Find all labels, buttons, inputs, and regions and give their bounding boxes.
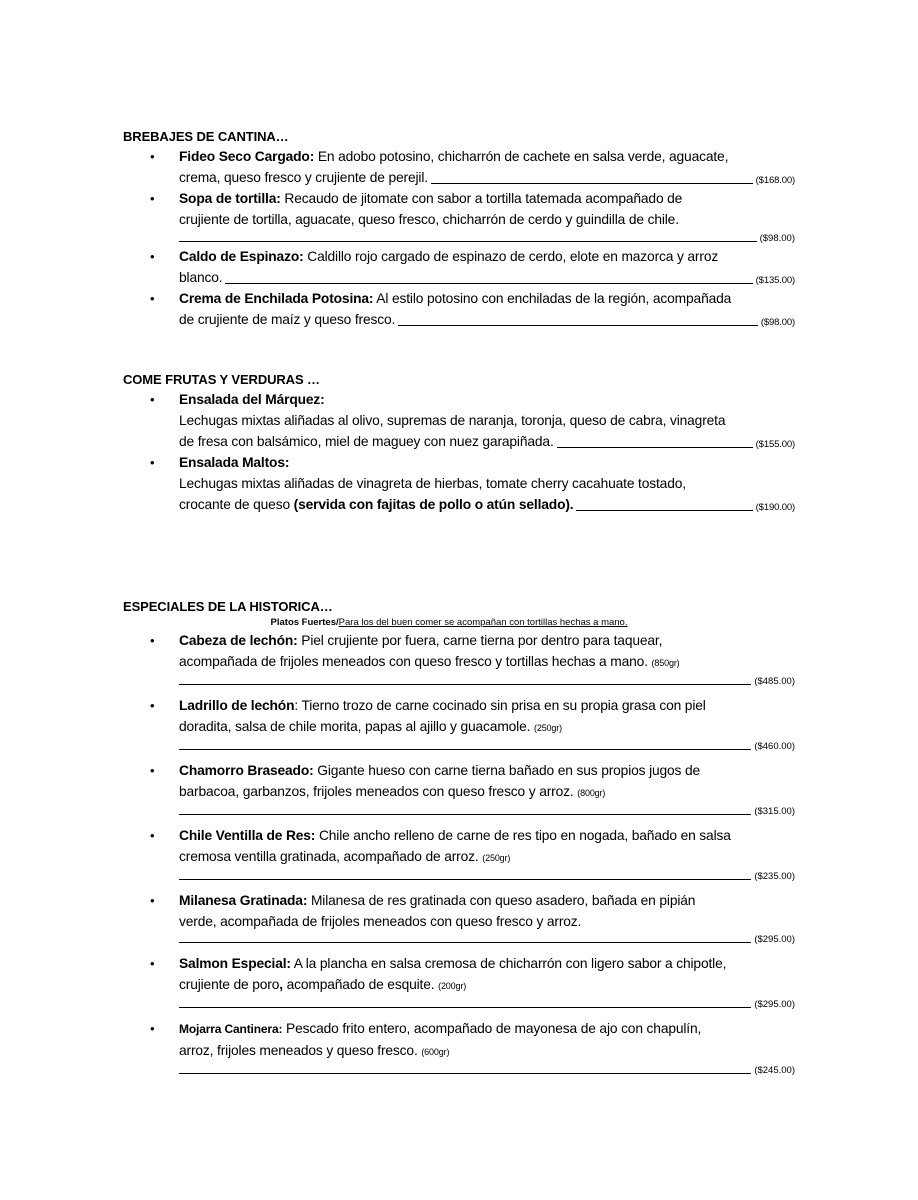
list-item (123, 890, 795, 947)
bullet-icon: • (150, 1021, 155, 1036)
item-description-cont: crujiente de poro (179, 977, 280, 992)
item-name: Ladrillo de lechón (179, 698, 295, 713)
bullet-icon: • (150, 249, 155, 264)
section-heading: COME FRUTAS Y VERDURAS … (123, 372, 320, 387)
item-description: Al estilo potosino con enchiladas de la región, acompañada (376, 291, 732, 306)
list-item (123, 452, 795, 515)
item-name: Cabeza de lechón: (179, 633, 298, 648)
item-description: Caldillo rojo cargado de espinazo de cerdo, elote en mazorca y arroz (307, 249, 719, 264)
leader-line (179, 749, 751, 750)
list-item (123, 1018, 795, 1078)
list-item (123, 953, 795, 1012)
bullet-icon: • (150, 893, 155, 908)
item-price: ($460.00) (754, 741, 795, 752)
item-price: ($98.00) (760, 317, 795, 328)
item-name: Mojarra Cantinera: (179, 1022, 283, 1036)
item-description: Lechugas mixtas aliñadas al olivo, supremas de naranja, toronja, queso de cabra, vinagreta (179, 413, 726, 428)
item-description-end: acompañado de esquite. (282, 977, 435, 992)
item-price: ($485.00) (754, 676, 795, 687)
list-item (123, 188, 795, 246)
item-price: ($98.00) (759, 233, 795, 244)
subheading-label: Platos Fuertes/ (270, 617, 339, 628)
item-weight: (250gr) (534, 723, 562, 733)
leader-line (431, 183, 753, 184)
item-comma: , (279, 977, 283, 992)
section-especiales (123, 598, 795, 1078)
list-item (123, 630, 795, 689)
item-price: ($168.00) (755, 175, 795, 186)
item-name: Salmon Especial: (179, 956, 291, 971)
list-item (123, 825, 795, 884)
item-description: Milanesa de res gratinada con queso asadero, bañada en pipián (310, 893, 696, 908)
item-weight: (600gr) (421, 1047, 450, 1057)
item-weight: (200gr) (438, 981, 467, 991)
item-name: Sopa de tortilla: (179, 191, 281, 206)
leader-line (179, 684, 751, 685)
list-item (123, 389, 795, 452)
list-item (123, 288, 795, 330)
section-subheading (103, 616, 795, 630)
item-description: Gigante hueso con carne tierna bañado en sus propios jugos de (317, 763, 701, 778)
leader-line (225, 283, 752, 284)
item-price: ($245.00) (754, 1065, 795, 1076)
item-description: Chile ancho relleno de carne de res tipo en nogada, bañado en salsa (318, 828, 731, 843)
item-price: ($190.00) (755, 502, 795, 513)
bullet-icon: • (150, 956, 155, 971)
section-heading: BREBAJES DE CANTINA… (123, 129, 289, 144)
leader-line (557, 447, 753, 448)
item-price: ($135.00) (755, 275, 795, 286)
item-description-cont: arroz, frijoles meneados y queso fresco. (179, 1043, 418, 1058)
leader-line (179, 814, 751, 815)
bullet-icon: • (150, 392, 155, 407)
item-description: A la plancha en salsa cremosa de chicharrón con ligero sabor a chipotle, (293, 956, 727, 971)
item-price: ($295.00) (754, 999, 795, 1010)
item-name: Ensalada del Márquez: (179, 392, 325, 407)
item-description-cont: crema, queso fresco y crujiente de perejil. (179, 170, 428, 185)
bullet-icon: • (150, 698, 155, 713)
item-description: Lechugas mixtas aliñadas de vinagreta de hierbas, tomate cherry cacahuate tostado, (179, 476, 686, 491)
item-name: Crema de Enchilada Potosina: (179, 291, 374, 306)
item-description: En adobo potosino, chicharrón de cachete en salsa verde, aguacate, (317, 149, 729, 164)
item-description-cont: acompañada de frijoles meneados con queso fresco y tortillas hechas a mano. (179, 654, 648, 669)
item-description: : Tierno trozo de carne cocinado sin prisa en su propia grasa con piel (294, 698, 706, 713)
item-weight: (800gr) (577, 788, 606, 798)
bullet-icon: • (150, 828, 155, 843)
leader-line (179, 1073, 751, 1074)
item-description-cont: doradita, salsa de chile morita, papas al ajillo y guacamole. (179, 719, 531, 734)
section-heading: ESPECIALES DE LA HISTORICA… (123, 599, 333, 614)
list-item (123, 246, 795, 288)
item-name: Fideo Seco Cargado: (179, 149, 315, 164)
item-description-cont: barbacoa, garbanzos, frijoles meneados con queso fresco y arroz. (179, 784, 574, 799)
item-price: ($155.00) (755, 439, 795, 450)
item-description-cont: crujiente de tortilla, aguacate, queso fresco, chicharrón de cerdo y guindilla de chile. (179, 212, 679, 227)
item-weight: (250gr) (482, 853, 511, 863)
list-item (123, 146, 795, 188)
list-item (123, 695, 795, 754)
item-list (123, 630, 795, 1078)
bullet-icon: • (150, 149, 155, 164)
section-frutas-verduras (123, 371, 795, 515)
leader-line (179, 942, 751, 943)
leader-line (179, 1007, 751, 1008)
item-name: Caldo de Espinazo: (179, 249, 304, 264)
item-name: Ensalada Maltos: (179, 455, 290, 470)
item-description-cont: verde, acompañada de frijoles meneados con queso fresco y arroz. (179, 914, 582, 929)
leader-line (576, 510, 752, 511)
bullet-icon: • (150, 291, 155, 306)
item-price: ($295.00) (754, 934, 795, 945)
bullet-icon: • (150, 455, 155, 470)
item-description-cont: de fresa con balsámico, miel de maguey con nuez garapiñada. (179, 434, 554, 449)
subheading-note: Para los del buen comer se acompañan con tortillas hechas a mano. (338, 617, 628, 628)
item-description: Pescado frito entero, acompañado de mayonesa de ajo con chapulín, (286, 1021, 702, 1036)
item-name: Milanesa Gratinada: (179, 893, 308, 908)
item-description-cont: cremosa ventilla gratinada, acompañado de arroz. (179, 849, 479, 864)
bullet-icon: • (150, 191, 155, 206)
leader-line (179, 879, 751, 880)
item-list (123, 146, 795, 330)
item-description-cont: blanco. (179, 270, 223, 285)
item-description: Recaudo de jitomate con sabor a tortilla tatemada acompañado de (284, 191, 683, 206)
list-item (123, 760, 795, 819)
section-brebajes (123, 128, 795, 330)
leader-line (179, 241, 757, 242)
bullet-icon: • (150, 763, 155, 778)
item-description-cont: crocante de queso (179, 497, 294, 512)
item-price: ($315.00) (754, 806, 795, 817)
item-name: Chamorro Braseado: (179, 763, 314, 778)
bullet-icon: • (150, 633, 155, 648)
item-description: Piel crujiente por fuera, carne tierna por dentro para taquear, (301, 633, 663, 648)
item-price: ($235.00) (754, 871, 795, 882)
item-list (123, 389, 795, 515)
leader-line (398, 325, 758, 326)
item-weight: (850gr) (651, 658, 680, 668)
item-description-cont: de crujiente de maíz y queso fresco. (179, 312, 396, 327)
item-note: (servida con fajitas de pollo o atún sellado). (293, 497, 574, 512)
item-name: Chile Ventilla de Res: (179, 828, 316, 843)
